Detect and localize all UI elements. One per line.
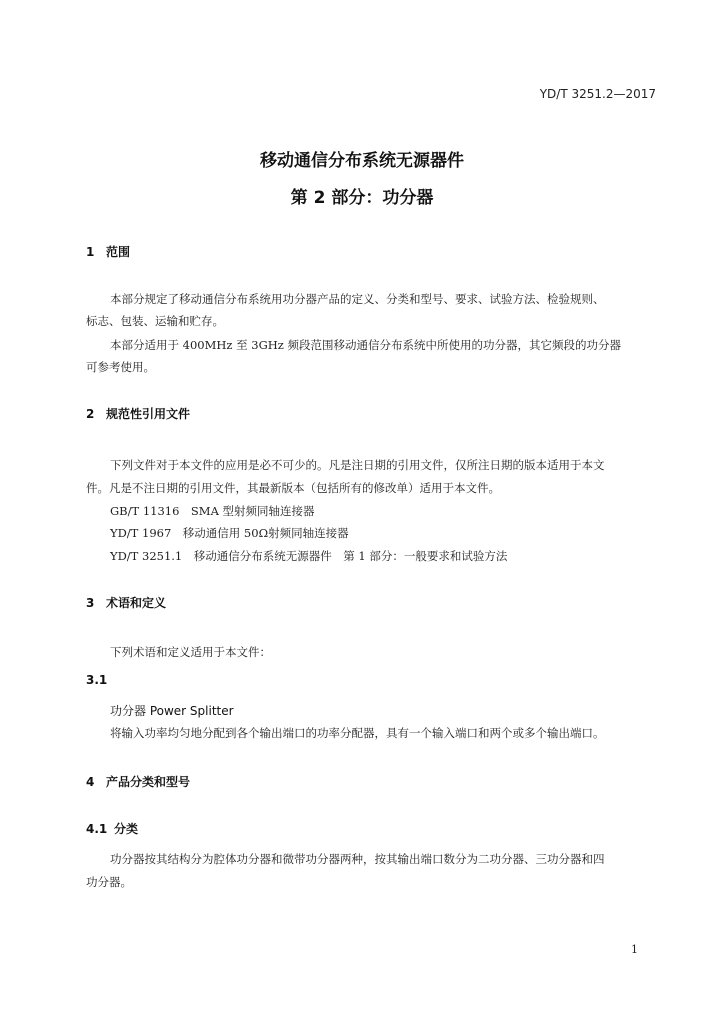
term-entry: 功分器 Power Splitter	[110, 704, 234, 718]
section-title: 术语和定义	[106, 596, 167, 610]
page-number: 1	[631, 943, 638, 956]
reference-item: GB/T 11316 SMA 型射频同轴连接器	[110, 504, 315, 518]
paragraph-line: 可参考使用。	[86, 360, 155, 374]
paragraph-line: 标志、包装、运输和贮存。	[86, 314, 224, 328]
reference-item: YD/T 1967 移动通信用 50Ω射频同轴连接器	[110, 526, 349, 540]
section-2-heading	[86, 405, 190, 422]
paragraph-line: 件。凡是不注日期的引用文件，其最新版本（包括所有的修改单）适用于本文件。	[86, 481, 500, 495]
document-title: 移动通信分布系统无源器件	[260, 151, 464, 171]
section-number: 1	[86, 245, 95, 259]
subsection-number: 4.1	[86, 822, 108, 836]
section-title: 范围	[106, 245, 131, 259]
paragraph-line: 本部分规定了移动通信分布系统用功分器产品的定义、分类和型号、要求、试验方法、检验规则、	[110, 292, 605, 306]
subsection-4-1-heading	[86, 820, 138, 837]
section-title: 规范性引用文件	[106, 407, 191, 421]
section-1-heading	[86, 243, 130, 260]
standard-code: YD/T 3251.2—2017	[539, 87, 656, 101]
reference-item: YD/T 3251.1 移动通信分布系统无源器件 第 1 部分：一般要求和试验方法	[110, 549, 508, 563]
paragraph-line: 功分器按其结构分为腔体功分器和微带功分器两种，按其输出端口数分为二功分器、三功分器和四	[110, 852, 605, 866]
paragraph-line: 本部分适用于 400MHz 至 3GHz 频段范围移动通信分布系统中所使用的功分器，其它频段的功分器	[110, 338, 622, 352]
paragraph-line: 下列文件对于本文件的应用是必不可少的。凡是注日期的引用文件，仅所注日期的版本适用于本文	[110, 458, 605, 472]
section-3-heading	[86, 594, 166, 611]
subsection-number: 3.1	[86, 673, 108, 687]
section-number: 3	[86, 596, 95, 610]
section-title: 产品分类和型号	[106, 775, 191, 789]
section-number: 4	[86, 775, 95, 789]
term-definition: 将输入功率均匀地分配到各个输出端口的功率分配器，具有一个输入端口和两个或多个输出端口。	[110, 726, 605, 740]
section-4-heading	[86, 773, 190, 790]
document-subtitle: 第 2 部分：功分器	[290, 188, 434, 208]
subsection-title: 分类	[114, 822, 139, 836]
paragraph-line: 功分器。	[86, 875, 132, 889]
section-number: 2	[86, 407, 95, 421]
paragraph-line: 下列术语和定义适用于本文件：	[110, 645, 271, 659]
